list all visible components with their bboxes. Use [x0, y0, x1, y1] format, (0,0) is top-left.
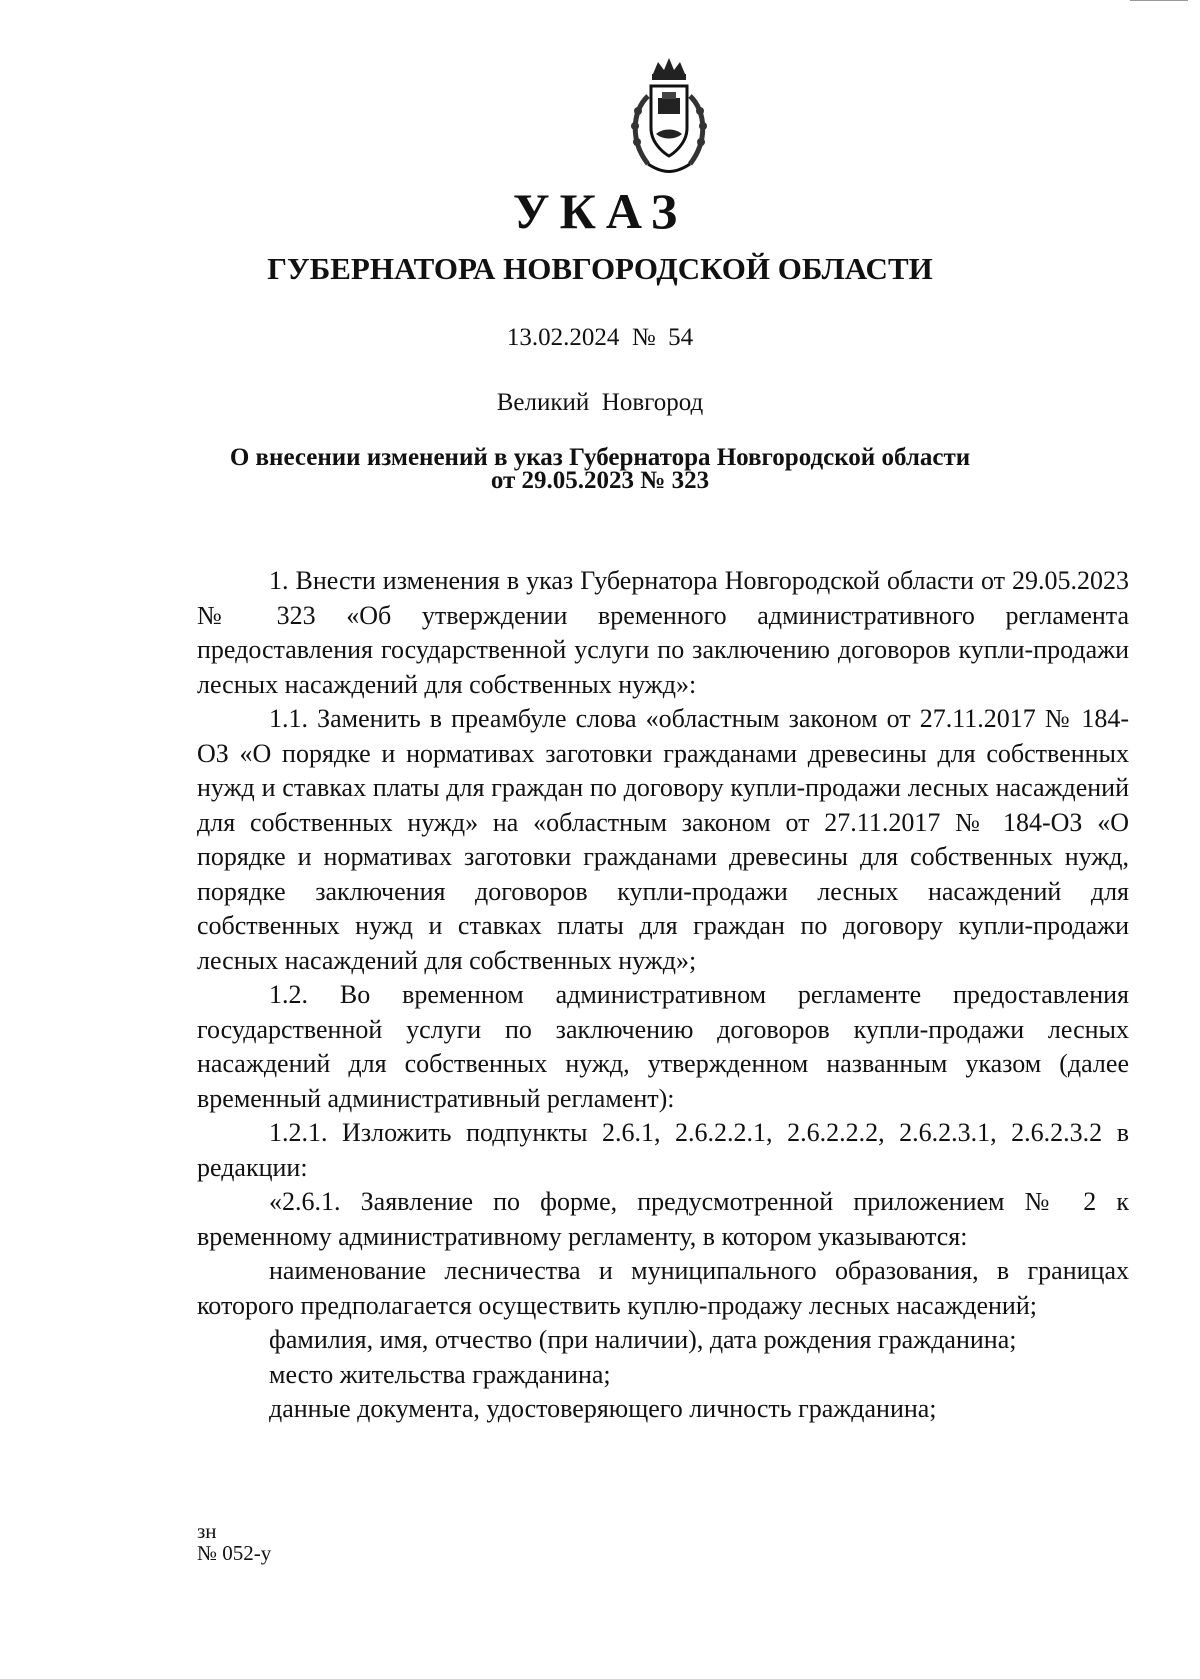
date-and-number: 13.02.2024 № 54	[506, 324, 694, 351]
scan-corner-mark	[1130, 0, 1188, 4]
paragraph: 1.1. Заменить в преамбуле слова «областным законом от 27.11.2017 № 184-ОЗ «О порядке и нормативах заготовки гражданами древесины для собственных нужд и ставках платы для граждан по договору купли-продажи лесных насаждений для собственных нужд» на «областным законом от 27.11.2017 № 184-ОЗ «О порядке и нормативах заготовки гражданами древесины для собственных нужд, порядке заключения договоров купли-продажи лесных насаждений для собственных нужд и ставках платы для граждан по договору купли-продажи лесных насаждений для собственных нужд»;	[197, 704, 1129, 975]
paragraph: 1.2.1. Изложить подпункты 2.6.1, 2.6.2.2.1, 2.6.2.2.2, 2.6.2.3.1, 2.6.2.3.2 в редакции:	[197, 1118, 1129, 1182]
document-subtitle: ГУБЕРНАТОРА НОВГОРОДСКОЙ ОБЛАСТИ	[267, 251, 933, 286]
document-heading-line1: О внесении изменений в указ Губернатора Новгородской области	[229, 444, 971, 471]
novgorod-coat-of-arms-icon	[618, 56, 720, 178]
paragraph: данные документа, удостоверяющего личность гражданина;	[269, 1394, 937, 1423]
paragraph: 1.2. Во временном административном регламенте предоставления государственной услуги по заключению договоров купли-продажи лесных насаждений для собственных нужд, утвержденном названным указом (далее временный административный регламент):	[197, 980, 1129, 1113]
document-heading	[0, 446, 1200, 492]
footer-number: № 052-у	[197, 1541, 272, 1565]
footer-registration	[197, 1520, 271, 1564]
paragraph: «2.6.1. Заявление по форме, предусмотренной приложением № 2 к временному административному регламенту, в котором указываются:	[197, 1187, 1129, 1251]
paragraph: наименование лесничества и муниципального образования, в границах которого предполагается осуществить куплю-продажу лесных насаждений;	[197, 1256, 1129, 1320]
paragraph: 1. Внести изменения в указ Губернатора Новгородской области от 29.05.2023 № 323 «Об утверждении временного административного регламента предоставления государственной услуги по заключению договоров купли-продажи лесных насаждений для собственных нужд»:	[197, 566, 1129, 699]
document-title: УКАЗ	[512, 183, 688, 239]
paragraph: место жительства гражданина;	[269, 1359, 611, 1389]
city-name: Великий Новгород	[496, 389, 704, 416]
document-heading-line2: от 29.05.2023 № 323	[490, 467, 710, 494]
document-body	[197, 564, 1129, 1427]
footer-initials: зн	[197, 1519, 217, 1543]
paragraph: фамилия, имя, отчество (при наличии), дата рождения гражданина;	[269, 1325, 1017, 1354]
